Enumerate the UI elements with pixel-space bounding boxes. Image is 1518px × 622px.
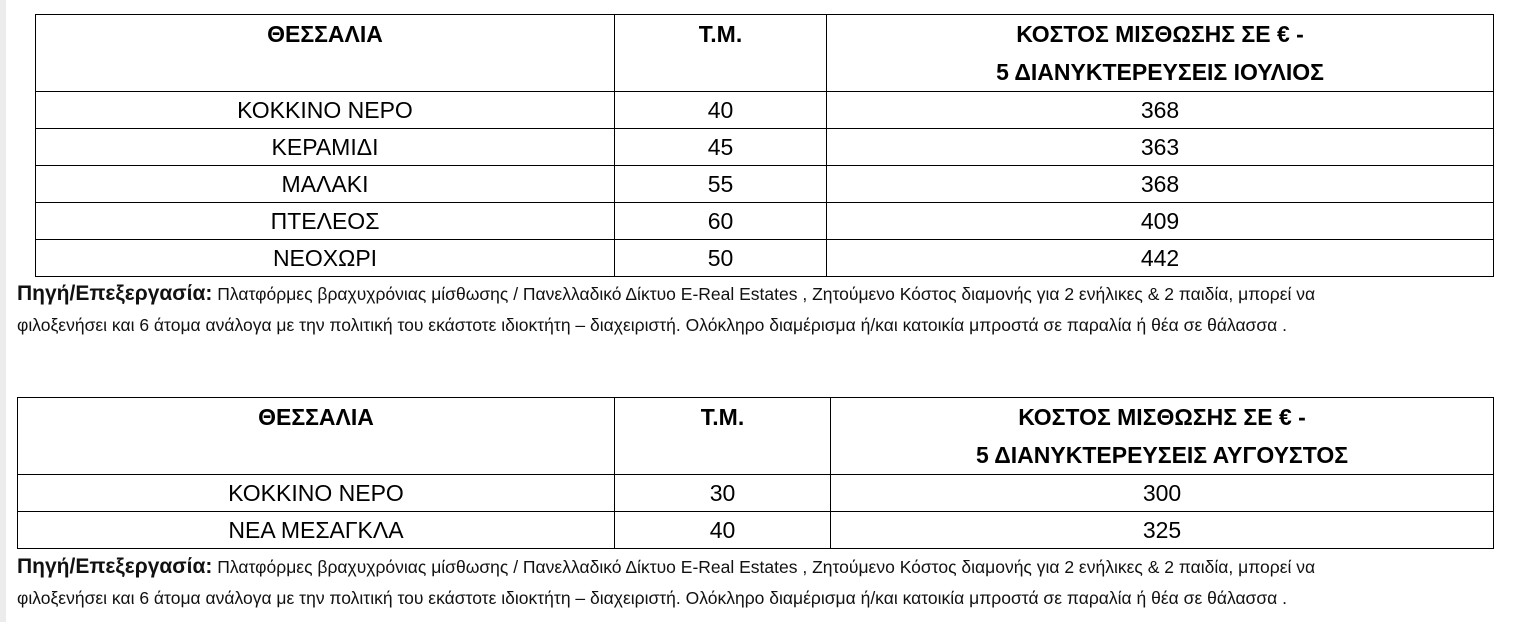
cell-sqm: 40 [615,512,831,549]
cell-cost: 442 [827,240,1494,277]
rental-cost-table-july [35,14,1494,277]
cell-cost: 363 [827,129,1494,166]
header-cost [831,398,1494,475]
header-cost-line2: 5 ΔΙΑΝΥΚΤΕΡΕΥΣΕΙΣ ΙΟΥΛΙΟΣ [996,59,1324,85]
cell-cost: 300 [831,475,1494,512]
rental-cost-table-august [17,397,1494,549]
cell-cost: 409 [827,203,1494,240]
cell-sqm: 30 [615,475,831,512]
header-region: ΘΕΣΣΑΛΙΑ [36,15,615,92]
table-header-row [18,398,1494,475]
table-row [36,203,1494,240]
cell-sqm: 45 [615,129,827,166]
cell-sqm: 40 [615,92,827,129]
table-row [36,240,1494,277]
source-text: Πλατφόρμες βραχυχρόνιας μίσθωσης / Πανελλαδικό Δίκτυο E-Real Estates , Ζητούμενο Κόστος διαμονής για 2 ενήλικες & 2 παιδία, μπορεί να [212,557,1316,577]
table-header-row [36,15,1494,92]
cell-location: ΚΟΚΚΙΝΟ ΝΕΡΟ [36,92,615,129]
header-sqm: Τ.Μ. [615,15,827,92]
header-cost-line1: ΚΟΣΤΟΣ ΜΙΣΘΩΣΗΣ ΣΕ € - [1018,404,1306,430]
header-sqm: Τ.Μ. [615,398,831,475]
source-note-line2: φιλοξενήσει και 6 άτομα ανάλογα με την πολιτική του εκάστοτε ιδιοκτήτη – διαχειριστή. Ολόκληρο διαμέρισμα ή/και κατοικία μπροστά σε παραλία ή θέα σε θάλασσα . [17,315,1287,335]
cell-location: ΚΟΚΚΙΝΟ ΝΕΡΟ [18,475,615,512]
cell-location: ΜΑΛΑΚΙ [36,166,615,203]
source-note-line1 [17,551,1315,583]
source-note-line1 [17,278,1315,310]
cell-cost: 368 [827,166,1494,203]
source-note-july [17,278,1315,341]
cell-location: ΚΕΡΑΜΙΔΙ [36,129,615,166]
table-row [36,129,1494,166]
header-cost-line1: ΚΟΣΤΟΣ ΜΙΣΘΩΣΗΣ ΣΕ € - [1016,21,1304,47]
header-region: ΘΕΣΣΑΛΙΑ [18,398,615,475]
cell-sqm: 60 [615,203,827,240]
table-row [18,512,1494,549]
table-row [18,475,1494,512]
cell-location: ΠΤΕΛΕΟΣ [36,203,615,240]
cell-cost: 325 [831,512,1494,549]
table-row [36,92,1494,129]
table-row [36,166,1494,203]
source-note-august [17,551,1315,614]
cell-sqm: 50 [615,240,827,277]
cell-sqm: 55 [615,166,827,203]
page-left-edge [0,0,6,622]
header-cost-line2: 5 ΔΙΑΝΥΚΤΕΡΕΥΣΕΙΣ ΑΥΓΟΥΣΤΟΣ [975,442,1349,468]
header-cost [827,15,1494,92]
source-text: Πλατφόρμες βραχυχρόνιας μίσθωσης / Πανελλαδικό Δίκτυο E-Real Estates , Ζητούμενο Κόστος διαμονής για 2 ενήλικες & 2 παιδία, μπορεί να [212,284,1316,304]
cell-cost: 368 [827,92,1494,129]
source-label: Πηγή/Επεξεργασία: [17,282,213,305]
cell-location: ΝΕΟΧΩΡΙ [36,240,615,277]
cell-location: ΝΕΑ ΜΕΣΑΓΚΛΑ [18,512,615,549]
source-label: Πηγή/Επεξεργασία: [17,555,213,578]
source-note-line2: φιλοξενήσει και 6 άτομα ανάλογα με την πολιτική του εκάστοτε ιδιοκτήτη – διαχειριστή. Ολόκληρο διαμέρισμα ή/και κατοικία μπροστά σε παραλία ή θέα σε θάλασσα . [17,588,1287,608]
